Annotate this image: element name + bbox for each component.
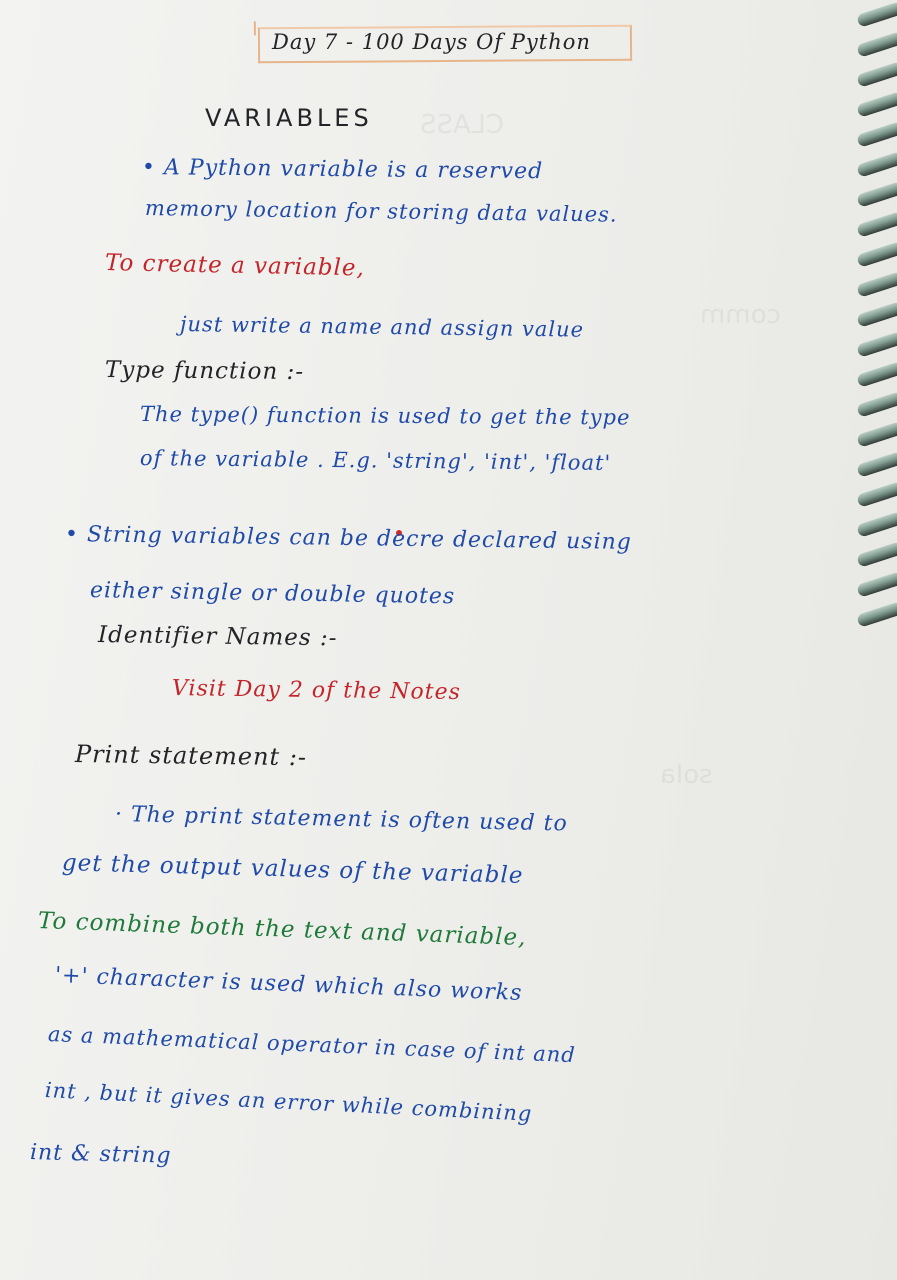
type-function-line-1: The type() function is used to get the type — [139, 402, 631, 430]
string-variables-line-1: • String variables can be decre declared using — [64, 522, 633, 555]
type-function-heading: Type function :- — [104, 357, 305, 386]
create-variable-line-2: just write a name and assign value — [179, 312, 585, 342]
definition-line-2: memory location for storing data values. — [144, 196, 618, 227]
combine-line-5: int & string — [29, 1140, 172, 1169]
type-function-line-2: of the variable . E.g. 'string', 'int', 'float' — [139, 446, 612, 475]
show-through-ghost: CLASS — [420, 110, 505, 140]
spiral-binding — [837, 0, 897, 720]
identifier-names-heading: Identifier Names :- — [97, 622, 338, 652]
print-statement-line-1: · The print statement is often used to — [114, 802, 569, 837]
page-title: Day 7 - 100 Days Of Python — [272, 30, 591, 54]
combine-line-1: To combine both the text and variable, — [37, 908, 527, 952]
print-statement-line-2: get the output values of the variable — [61, 850, 524, 889]
show-through-ghost: sola — [660, 760, 713, 790]
combine-line-2: '+' character is used which also works — [54, 963, 523, 1006]
combine-line-4: int , but it gives an error while combining — [44, 1078, 533, 1126]
definition-line-1: • A Python variable is a reserved — [141, 155, 544, 185]
show-through-ghost: comm — [700, 300, 781, 330]
identifier-names-line-1: Visit Day 2 of the Notes — [171, 676, 462, 706]
string-variables-line-2: either single or double quotes — [89, 578, 456, 610]
print-statement-heading: Print statement :- — [74, 740, 308, 772]
section-heading-variables: VARIABLES — [205, 104, 373, 132]
combine-line-3: as a mathematical operator in case of int and — [47, 1022, 577, 1068]
create-variable-line-1: To create a variable, — [104, 250, 366, 282]
